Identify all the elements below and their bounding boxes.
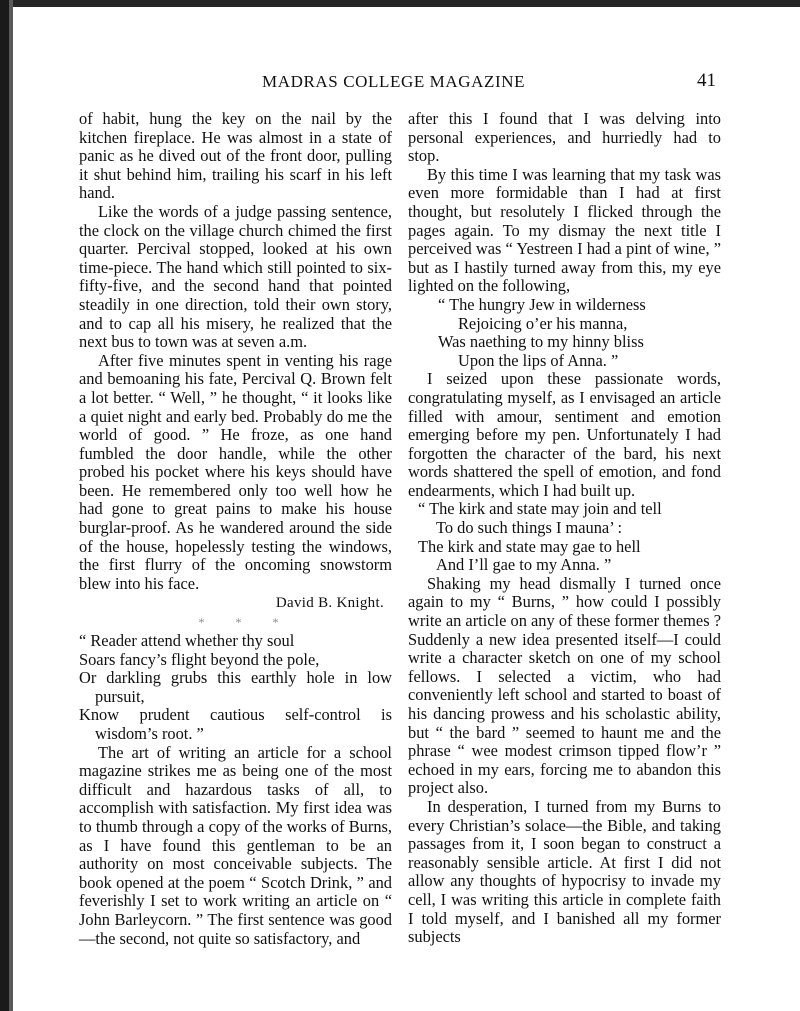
verse-line: Or darkling grubs this earthly hole in low pursuit, [79,668,392,706]
verse-line: Was naething to my hinny bliss [438,332,644,352]
scan-left-edge [0,0,9,1011]
paragraph: By this time I was learning that my task was even more formidable than I had at first thought, but resolutely I flicked through the pages again. To my dismay the next title I perceived was “ Yestreen I had a pint of wine, ” but as I hastily turned away from this, my eye lighted on the following, [408,164,721,296]
left-column [79,110,392,948]
verse-line: To do such things I mauna’ : [436,518,623,538]
burns-verse-2 [408,500,721,574]
verse-line: Rejoicing o’er his manna, [458,313,628,333]
paragraph-continued: after this I found that I was delving into personal experiences, and hurriedly had to stop. [408,109,721,166]
verse-line: “ The hungry Jew in wilderness [438,294,646,314]
verse-line: Soars fancy’s flight beyond the pole, [79,649,320,669]
verse-line: And I’ll gae to my Anna. ” [436,555,612,575]
section-separator: * * * [198,615,293,630]
magazine-title: MADRAS COLLEGE MAGAZINE [262,72,526,91]
running-head [0,72,800,96]
right-column [408,110,721,947]
verse-line: Know prudent cautious self-control is wisdom’s root. ” [79,705,392,743]
scan-binding-shadow [9,0,13,1011]
paragraph: Like the words of a judge passing sentence, the clock on the village church chimed the first quarter. Percival stopped, looked at his own time-piece. The hand which still pointed to six-fifty-five, and the second hand that pointed steadily in one direction, told their own story, and to cap all his misery, he realized that the next bus to town was at seven a.m. [79,201,392,352]
paragraph: After five minutes spent in venting his rage and bemoaning his fate, Percival Q. Brown felt a lot better. “ Well, ” he thought, “ it looks like a quiet night and early bed. Probably do me the world of good. ” He froze, as one hand fumbled the door handle, while the other probed his pocket where his keys should have been. He remembered only too well how he had gone to great pains to make his house burglar-proof. As he wandered around the side of the house, hopelessly testing the windows, the first flurry of the oncoming snowstorm blew into his face. [79,350,392,593]
author-signature: David B. Knight. [275,595,384,612]
paragraph: I seized upon these passionate words, congratulating myself, as I envisaged an article filled with amour, sentiment and emotion emerging before my pen. Unfortunately I had forgotten the character of the bard, his next words shattered the spell of emotion, and fond endearments, which I had built up. [408,369,721,500]
epigraph-verse [79,632,392,744]
verse-line: Upon the lips of Anna. ” [458,350,619,370]
paragraph: In desperation, I turned from my Burns to every Christian’s solace—the Bible, and taking passages from it, I soon began to construct a reasonably sensible article. At first I did not allow any thoughts of hypocrisy to invade my cell, I was writing this article in complete faith I told myself, and I banished all my former subjects [408,796,721,947]
scan-top-edge [0,0,800,7]
burns-verse-1 [408,296,721,370]
paragraph: Shaking my head dismally I turned once again to my “ Burns, ” how could I possibly write an article on any of these former themes ? Suddenly a new idea presented itself—I could write a character sketch on one of my school fellows. I selected a victim, who had conveniently left school and started to boast of his dancing prowess and his scholastic ability, but “ the bard ” seemed to haunt me and the phrase “ wee modest crimson tipped flow’r ” echoed in my ears, forcing me to abandon this project also. [408,573,721,798]
paragraph-continued: of habit, hung the key on the nail by the kitchen fireplace. He was almost in a state of panic as he dived out of the front door, pulling it shut behind him, trailing his scarf in his left hand. [79,109,392,203]
paragraph: The art of writing an article for a school magazine strikes me as being one of the most difficult and hazardous tasks of all, to accomplish with satisfaction. My first idea was to thumb through a copy of the works of Burns, as I have found this gentleman to be an authority on most conceivable subjects. The book opened at the poem “ Scotch Drink, ” and feverishly I set to work writing an article on “ John Barleycorn. ” The first sentence was good —the second, not quite so satisfactory, and [79,742,392,948]
page-number: 41 [697,70,716,91]
verse-line: The kirk and state may gae to hell [418,536,641,556]
verse-line: “ The kirk and state may join and tell [418,499,662,519]
verse-line: “ Reader attend whether thy soul [79,631,295,651]
